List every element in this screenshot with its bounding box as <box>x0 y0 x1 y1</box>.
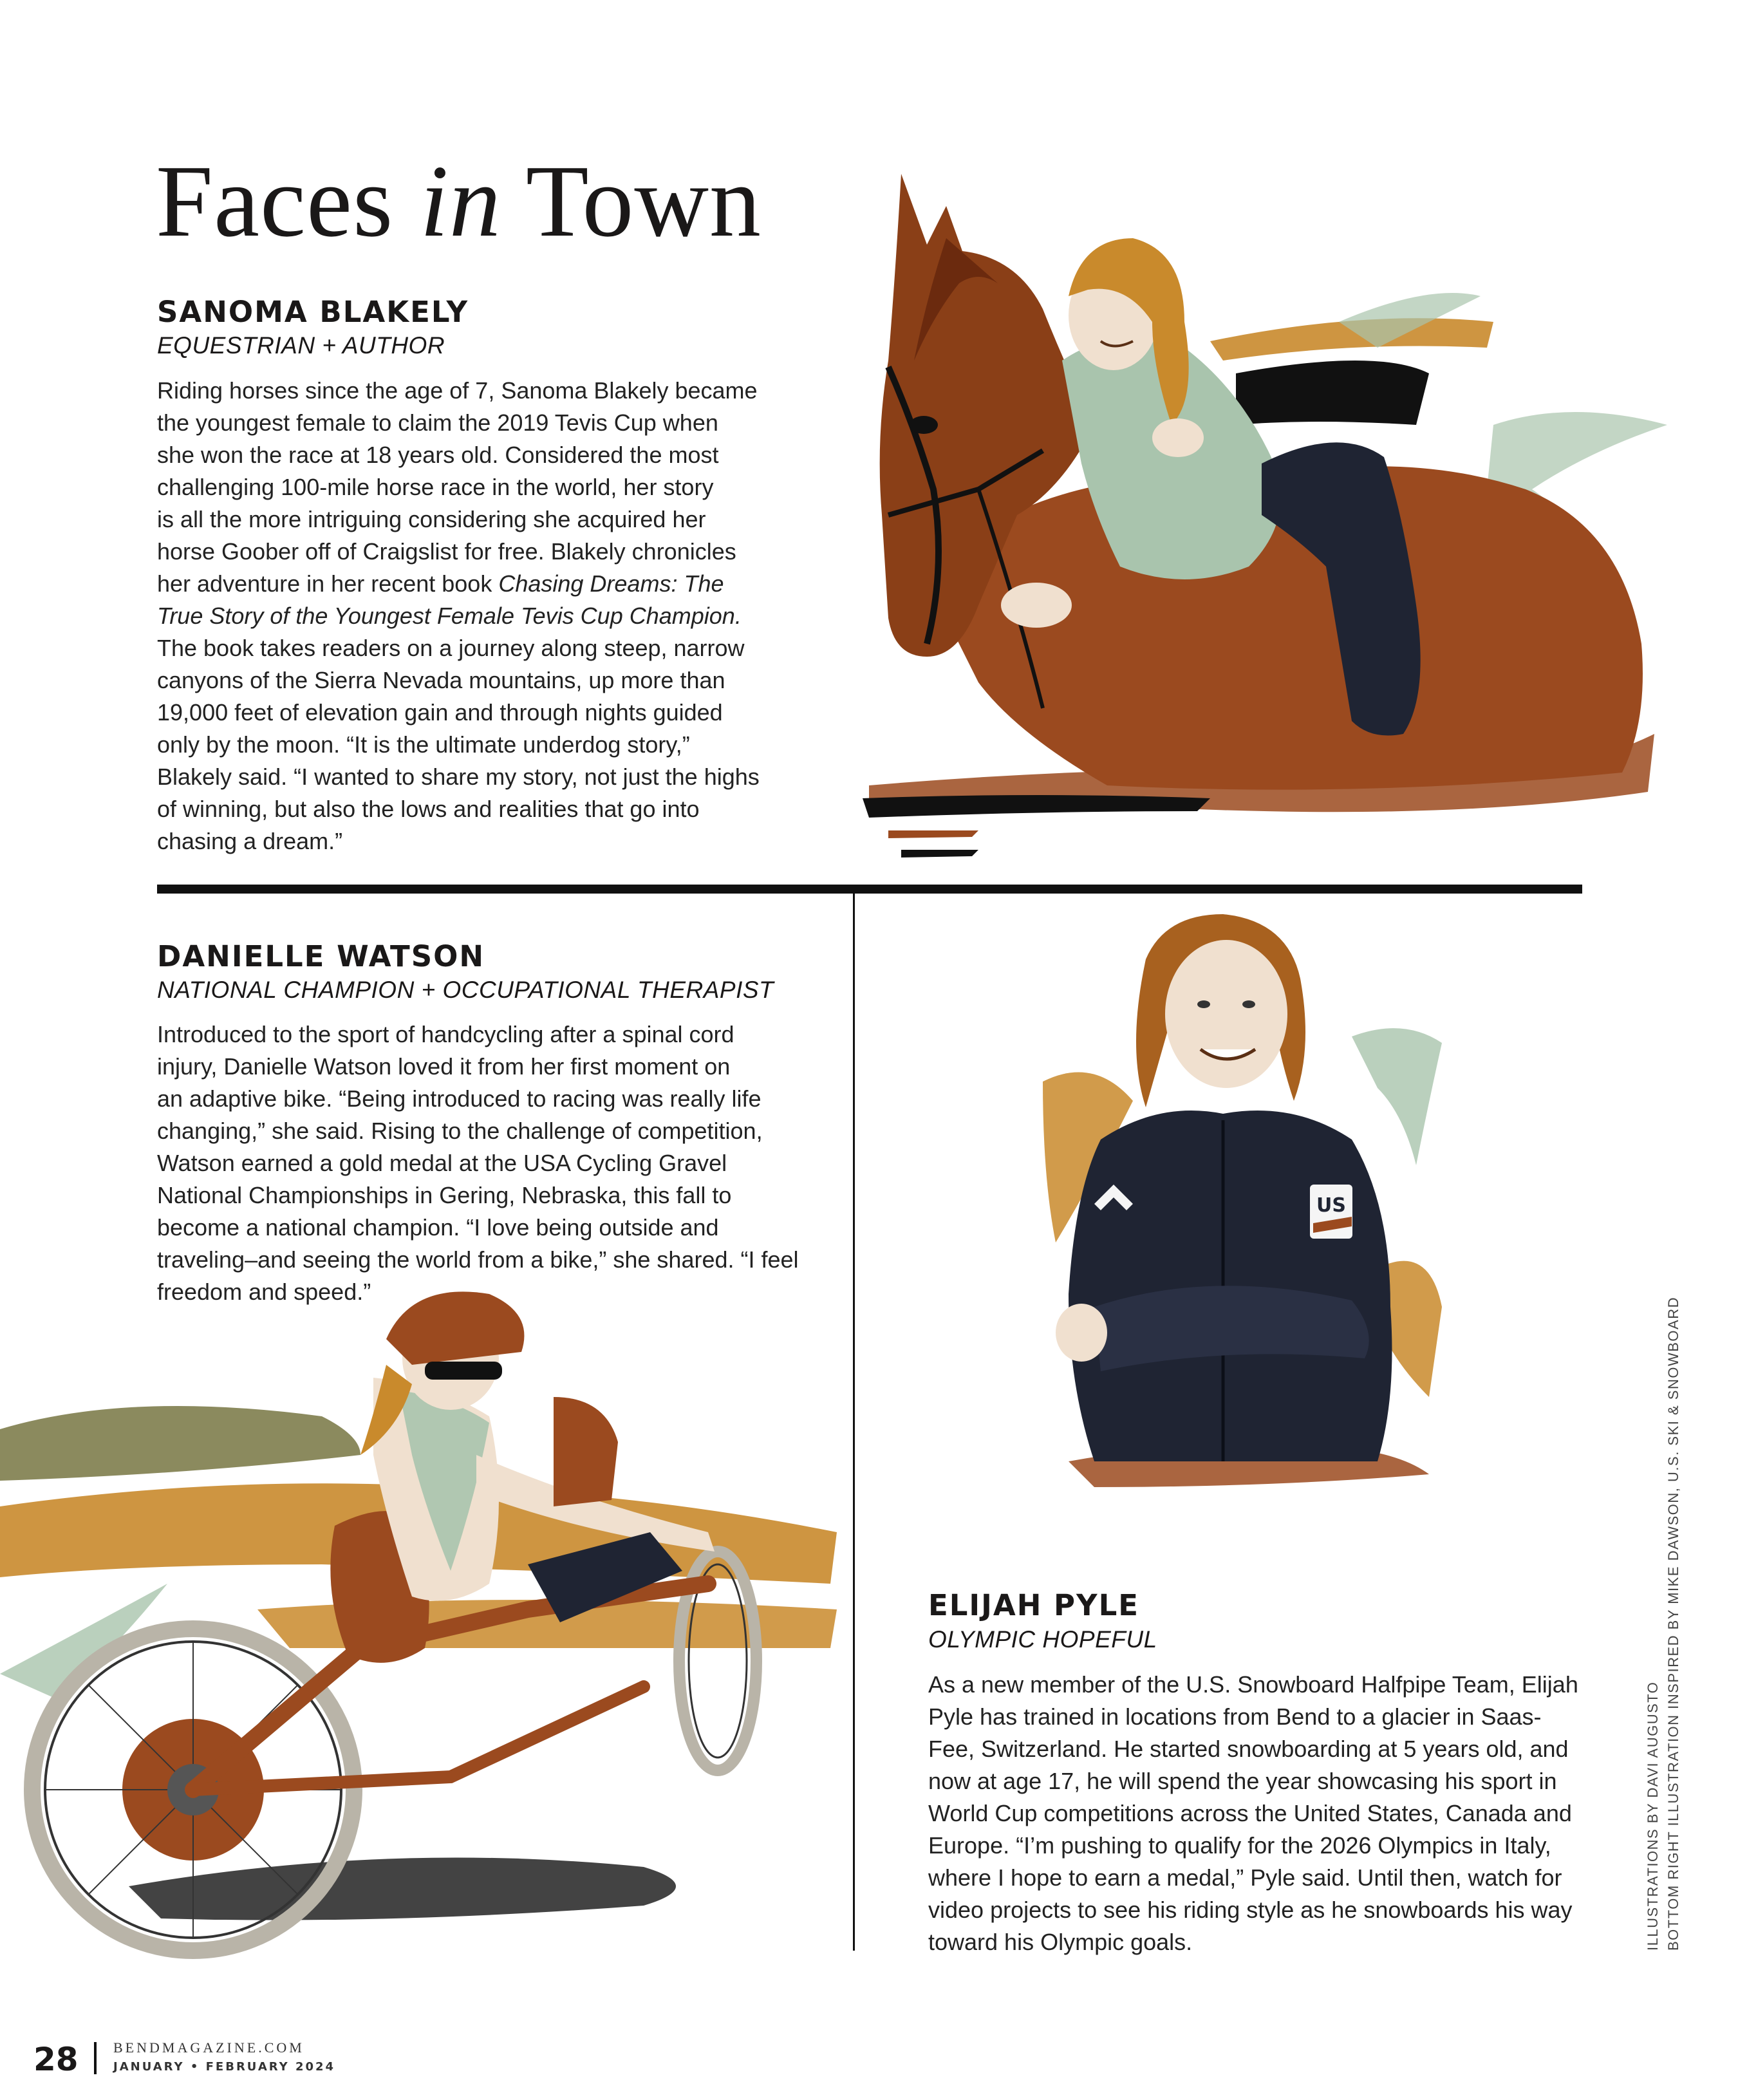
body-line: Fee, Switzerland. He started snowboarding at 5 years old, and <box>928 1736 1569 1762</box>
profile-body-blakely <box>157 375 820 858</box>
book-title: Chasing Dreams: The <box>498 570 724 597</box>
body-line: 19,000 feet of elevation gain and through nights guided <box>157 699 723 726</box>
horse-rider-illustration <box>850 155 1687 876</box>
body-line: challenging 100-mile horse race in the world, her story <box>157 474 714 500</box>
body-line: Watson earned a gold medal at the USA Cycling Gravel <box>157 1150 727 1176</box>
body-line: National Championships in Gering, Nebraska, this fall to <box>157 1182 732 1208</box>
handcycle-illustration <box>0 1288 856 1964</box>
body-line: video projects to see his riding style as he snowboards his way <box>928 1897 1573 1923</box>
section-divider <box>157 885 1582 894</box>
profile-name-pyle: ELIJAH PYLE <box>928 1588 1140 1622</box>
footer-divider <box>94 2042 97 2074</box>
credit-line-2: BOTTOM RIGHT ILLUSTRATION INSPIRED BY MIKE DAWSON, U.S. SKI & SNOWBOARD <box>1665 1297 1681 1951</box>
illustration-credits <box>1643 1297 1684 1951</box>
book-title: True Story of the Youngest Female Tevis Cup Champion. <box>157 603 742 629</box>
profile-body-pyle <box>928 1669 1611 1958</box>
profile-body-watson <box>157 1018 852 1308</box>
body-line: where I hope to earn a medal,” Pyle said. Until then, watch for <box>928 1864 1562 1891</box>
body-line: freedom and speed.” <box>157 1279 371 1305</box>
body-line: The book takes readers on a journey along steep, narrow <box>157 635 745 661</box>
body-line: her adventure in her recent book Chasing Dreams: The <box>157 570 724 597</box>
body-line: World Cup competitions across the United States, Canada and <box>928 1800 1572 1826</box>
body-line: she won the race at 18 years old. Considered the most <box>157 442 719 468</box>
snowboarder-portrait-illustration <box>1017 908 1455 1539</box>
body-line: Blakely said. “I wanted to share my story, not just the highs <box>157 764 760 790</box>
profile-name-blakely: SANOMA BLAKELY <box>157 295 469 329</box>
body-line: become a national champion. “I love being outside and <box>157 1214 719 1241</box>
credit-line-1: ILLUSTRATIONS BY DAVI AUGUSTO <box>1645 1681 1661 1951</box>
footer-site[interactable]: BENDMAGAZINE.COM <box>113 2039 304 2056</box>
body-line <box>157 600 820 632</box>
body-line: is all the more intriguing considering she acquired her <box>157 506 706 532</box>
us-badge-text: US <box>1316 1194 1346 1217</box>
body-line: toward his Olympic goals. <box>928 1929 1193 1955</box>
page-title: Faces in Town <box>156 144 762 258</box>
profile-role-watson: NATIONAL CHAMPION + OCCUPATIONAL THERAPIST <box>157 977 774 1003</box>
body-line: changing,” she said. Rising to the challenge of competition, <box>157 1118 763 1144</box>
body-line: Pyle has trained in locations from Bend to a glacier in Saas- <box>928 1703 1542 1730</box>
body-line: Europe. “I’m pushing to qualify for the 2026 Olympics in Italy, <box>928 1832 1551 1859</box>
profile-role-blakely: EQUESTRIAN + AUTHOR <box>157 332 445 359</box>
body-line: Introduced to the sport of handcycling after a spinal cord <box>157 1021 734 1047</box>
body-line: only by the moon. “It is the ultimate underdog story,” <box>157 731 690 758</box>
body-line: traveling–and seeing the world from a bike,” she shared. “I feel <box>157 1246 799 1273</box>
body-line: injury, Danielle Watson loved it from her first moment on <box>157 1053 731 1080</box>
profile-name-watson: DANIELLE WATSON <box>157 939 485 973</box>
body-line: an adaptive bike. “Being introduced to racing was really life <box>157 1085 762 1112</box>
body-line: the youngest female to claim the 2019 Tevis Cup when <box>157 409 718 436</box>
page-number: 28 <box>33 2041 79 2078</box>
body-line: of winning, but also the lows and realities that go into <box>157 796 700 822</box>
profile-role-pyle: OLYMPIC HOPEFUL <box>928 1626 1157 1653</box>
body-line: now at age 17, he will spend the year showcasing his sport in <box>928 1768 1557 1794</box>
body-line: chasing a dream.” <box>157 828 343 854</box>
body-line: As a new member of the U.S. Snowboard Halfpipe Team, Elijah <box>928 1671 1578 1698</box>
body-line: Riding horses since the age of 7, Sanoma Blakely became <box>157 377 758 404</box>
footer-issue: JANUARY • FEBRUARY 2024 <box>113 2060 336 2074</box>
body-line: canyons of the Sierra Nevada mountains, up more than <box>157 667 725 693</box>
body-line: horse Goober off of Craigslist for free. Blakely chronicles <box>157 538 736 565</box>
